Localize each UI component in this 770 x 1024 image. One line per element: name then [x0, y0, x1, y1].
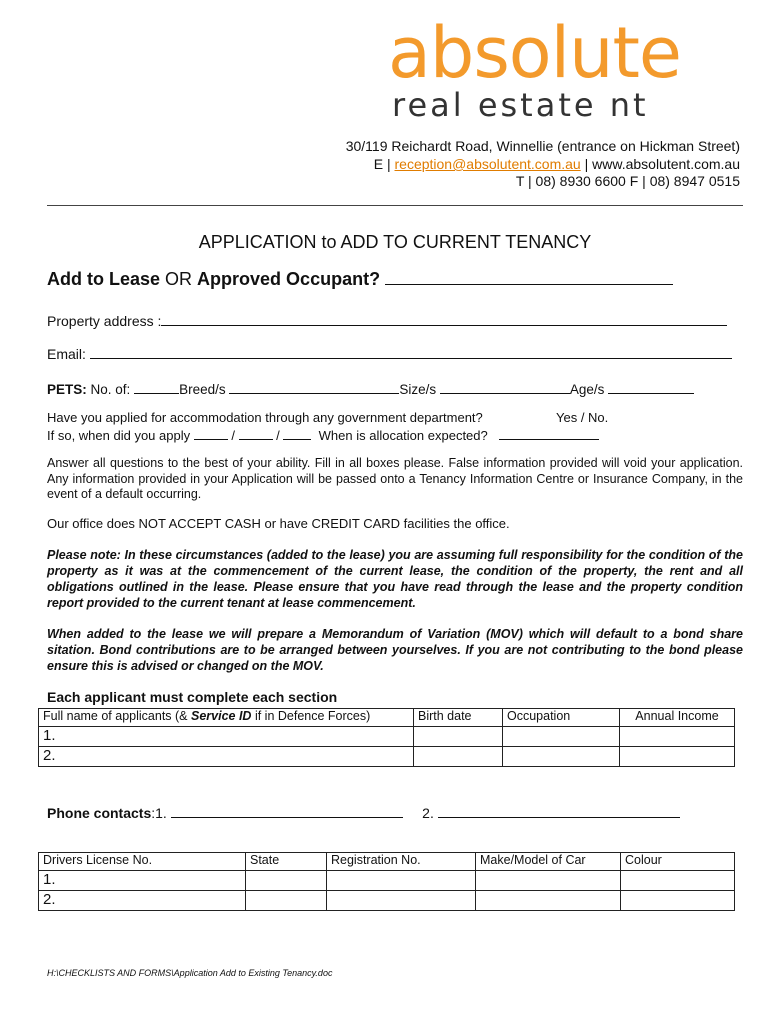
no-cash-paragraph: Our office does NOT ACCEPT CASH or have CREDIT CARD facilities the office.	[47, 516, 510, 531]
col-registration: Registration No.	[327, 853, 476, 871]
pets-size-label: Size/s	[399, 382, 437, 397]
pets-breed-label: Breed/s	[179, 382, 226, 397]
pets-size-field[interactable]	[440, 380, 570, 394]
govt-question: Have you applied for accommodation through any government department?	[47, 410, 483, 425]
vehicles-table	[38, 852, 735, 911]
website-text: | www.absolutent.com.au	[580, 156, 740, 172]
pets-number-label: No. of:	[86, 382, 131, 397]
table-row	[39, 727, 735, 747]
pets-age-label: Age/s	[569, 382, 605, 397]
date-separator: /	[227, 428, 239, 443]
property-address-label: Property address :	[47, 313, 162, 329]
company-logo-subtitle: real estate nt	[392, 86, 649, 124]
col-annual-income: Annual Income	[620, 709, 735, 727]
mov-note: When added to the lease we will prepare a Memorandum of Variation (MOV) which will default to a bond share sitation. Bond contributions are to be arranged between yourselves. If you are not contributing to the bond please ensure this is advised or changed on the MOV.	[47, 627, 743, 673]
form-title: APPLICATION to ADD TO CURRENT TENANCY	[198, 232, 592, 252]
email-website-line	[374, 156, 740, 173]
pets-label: PETS:	[47, 382, 87, 397]
add-to-lease-label: Add to Lease	[47, 269, 161, 289]
office-address: 30/119 Reichardt Road, Winnellie (entrance on Hickman Street)	[345, 138, 740, 154]
applicant-1-name[interactable]: 1.	[39, 727, 414, 747]
table-row	[39, 871, 735, 891]
applicants-table	[38, 708, 735, 767]
when-apply-label: If so, when did you apply	[47, 428, 191, 443]
email-label: Email:	[47, 346, 86, 362]
pets-row	[47, 380, 694, 397]
col-full-name: Full name of applicants (& Service ID if in Defence Forces)	[39, 709, 414, 727]
pets-breed-field[interactable]	[229, 380, 399, 394]
apply-month-field[interactable]	[239, 426, 273, 440]
email-prefix: E |	[373, 156, 395, 172]
applicant-1-income[interactable]	[620, 727, 735, 747]
phone-fax-line: T | 08) 8930 6600 F | 08) 8947 0515	[515, 173, 740, 189]
col-state: State	[246, 853, 327, 871]
email-field[interactable]	[90, 345, 732, 359]
applicant-2-birth[interactable]	[414, 747, 503, 767]
col-colour: Colour	[621, 853, 735, 871]
vehicle-1-make[interactable]	[476, 871, 621, 891]
pets-age-field[interactable]	[608, 380, 694, 394]
or-label: OR	[160, 269, 198, 289]
vehicle-1-rego[interactable]	[327, 871, 476, 891]
answer-all-paragraph: Answer all questions to the best of your ability. Fill in all boxes please. False information provided will void your application. Any information provided in your Application will be passed onto a Tenancy Information Centre or Insurance Company, in the event of a default occurring.	[47, 456, 743, 501]
vehicle-2-make[interactable]	[476, 891, 621, 911]
date-separator: /	[272, 428, 284, 443]
col-drivers-license: Drivers License No.	[39, 853, 246, 871]
allocation-field[interactable]	[499, 426, 599, 440]
lease-question	[47, 269, 673, 290]
phone-1-field[interactable]	[171, 804, 403, 818]
approved-occupant-label: Approved Occupant?	[197, 269, 381, 289]
table-row	[39, 891, 735, 911]
phone-2-label: 2.	[422, 805, 438, 821]
applicants-heading: Each applicant must complete each section	[47, 689, 338, 705]
col-birth-date: Birth date	[414, 709, 503, 727]
applicant-2-name[interactable]: 2.	[39, 747, 414, 767]
col-make-model: Make/Model of Car	[476, 853, 621, 871]
lease-question-field[interactable]	[385, 271, 673, 285]
table-row	[39, 747, 735, 767]
vehicle-1-colour[interactable]	[621, 871, 735, 891]
property-address-row	[47, 312, 727, 329]
vehicle-1-state[interactable]	[246, 871, 327, 891]
company-logo: absolute	[388, 12, 681, 94]
apply-day-field[interactable]	[194, 426, 228, 440]
header-divider	[47, 205, 743, 206]
applicant-1-birth[interactable]	[414, 727, 503, 747]
phone-contacts-row	[47, 804, 680, 821]
applicant-1-occupation[interactable]	[503, 727, 620, 747]
applicant-2-occupation[interactable]	[503, 747, 620, 767]
allocation-label: When is allocation expected?	[318, 428, 488, 443]
vehicle-2-license[interactable]: 2.	[39, 891, 246, 911]
phone-2-field[interactable]	[438, 804, 680, 818]
yes-no-option[interactable]: Yes / No.	[556, 410, 609, 425]
vehicle-2-rego[interactable]	[327, 891, 476, 911]
vehicle-1-license[interactable]: 1.	[39, 871, 246, 891]
phone-1-label: :1.	[151, 805, 171, 821]
vehicle-2-colour[interactable]	[621, 891, 735, 911]
applicant-2-income[interactable]	[620, 747, 735, 767]
when-apply-row	[47, 426, 599, 443]
email-row	[47, 345, 732, 362]
phone-contacts-label: Phone contacts	[47, 805, 152, 821]
document-path-footer: H:\CHECKLISTS AND FORMS\Application Add to Existing Tenancy.doc	[47, 968, 333, 978]
apply-year-field[interactable]	[283, 426, 311, 440]
pets-number-field[interactable]	[134, 380, 179, 394]
email-link[interactable]: reception@absolutent.com.au	[394, 156, 581, 172]
property-address-field[interactable]	[161, 312, 727, 326]
responsibility-note: Please note: In these circumstances (added to the lease) you are assuming full responsibility for the condition of the property as it was at the commencement of the current lease, the condition of the property, the rent and all obligations outlined in the lease. Please ensure that you have read through the lease and the property condition report provided to the current tenant at lease commencement.	[47, 548, 743, 610]
col-occupation: Occupation	[503, 709, 620, 727]
vehicle-2-state[interactable]	[246, 891, 327, 911]
